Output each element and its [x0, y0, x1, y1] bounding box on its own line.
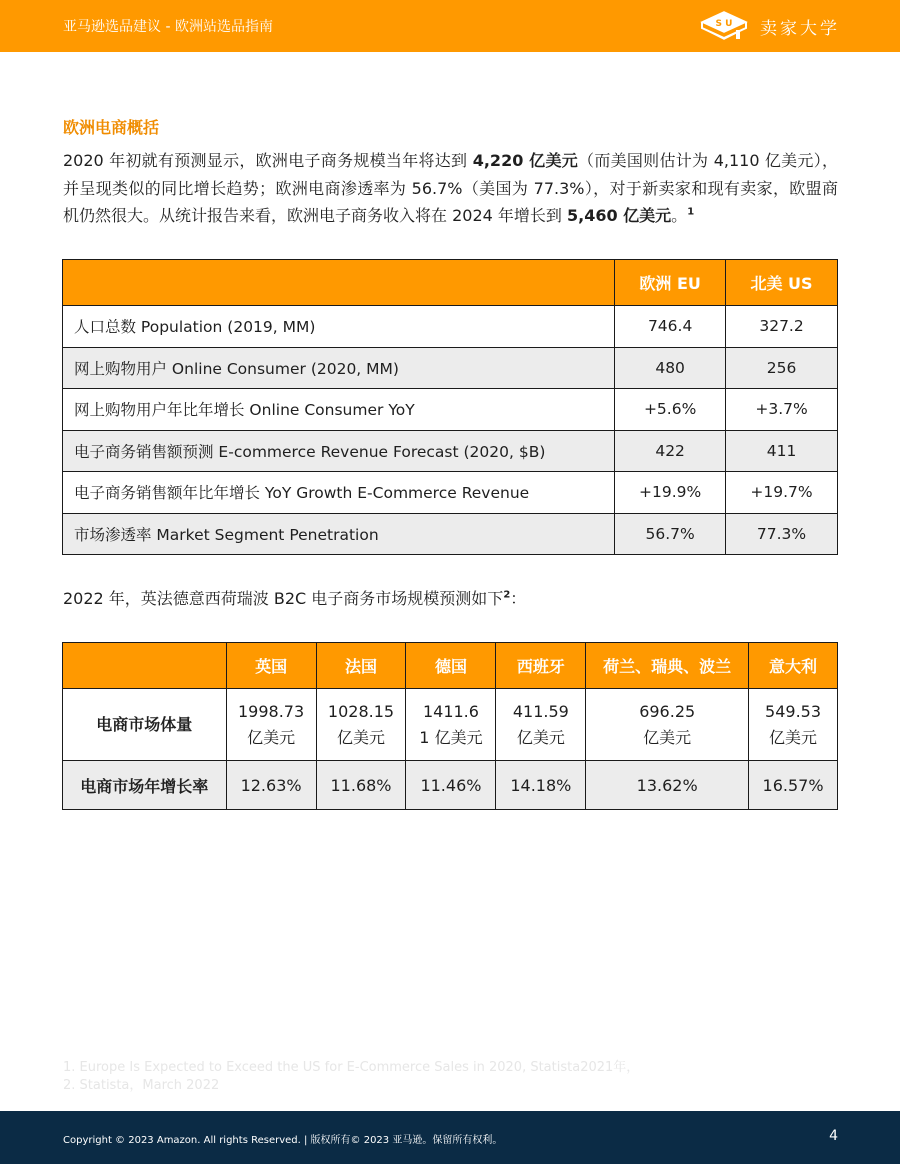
table-row — [63, 347, 838, 389]
header-cell-uk: 英国 — [226, 643, 316, 689]
eu-value: +19.9% — [615, 472, 726, 514]
table-row — [63, 689, 838, 761]
brand-text: 卖家大学 — [760, 18, 840, 39]
market-size-cell — [586, 689, 749, 761]
intro-text-1: 2020 年初就有预测显示，欧洲电子商务规模当年将达到 — [63, 151, 473, 170]
row-label: 市场渗透率 Market Segment Penetration — [63, 513, 615, 555]
header-cell-blank — [63, 260, 615, 306]
footnotes — [63, 1059, 639, 1095]
brand — [698, 8, 840, 44]
eu-value: 746.4 — [615, 306, 726, 348]
us-value: 77.3% — [726, 513, 838, 555]
subsection-title-text: 2022 年，英法德意西荷瑞波 B2C 电子商务市场规模预测如下 — [63, 589, 504, 608]
subsection-footnote-ref: 2 — [503, 589, 511, 601]
market-size-value: 696.25 — [639, 701, 696, 721]
row-label: 电商市场年增长率 — [63, 761, 227, 810]
book-logo-icon — [698, 8, 750, 44]
intro-text-2: （而美国则估计为 4,110 亿美元），并呈现类似的同比增长趋势；欧洲电商渗透率为 56.7%（美国为 77.3%），对于新卖家和现有卖家，欧盟商机仍然很大。从统计报告来看，欧洲电子商务收入将在 2024 年增长到 — [63, 151, 838, 225]
eu-us-comparison-table — [62, 259, 838, 555]
header-cell-nl-se-pl: 荷兰、瑞典、波兰 — [586, 643, 749, 689]
us-value: 411 — [726, 430, 838, 472]
growth-rate-value: 14.18% — [496, 761, 586, 810]
us-value: 256 — [726, 347, 838, 389]
growth-rate-value: 16.57% — [749, 761, 838, 810]
eu-country-market-table — [62, 642, 838, 810]
table-row — [63, 389, 838, 431]
header-cell-france: 法国 — [316, 643, 406, 689]
market-size-value: 411.59 — [512, 701, 569, 721]
header-cell-us: 北美 US — [726, 260, 838, 306]
market-size-unit: 亿美元 — [337, 727, 386, 747]
table-row — [63, 430, 838, 472]
market-size-cell — [226, 689, 316, 761]
row-label: 网上购物用户年比年增长 Online Consumer YoY — [63, 389, 615, 431]
eu-value: 480 — [615, 347, 726, 389]
eu-value: 422 — [615, 430, 726, 472]
page-number: 4 — [829, 1128, 838, 1144]
intro-paragraph — [63, 147, 838, 230]
growth-rate-value: 12.63% — [226, 761, 316, 810]
footnote-2: 2. Statista，March 2022 — [63, 1078, 220, 1093]
header-cell-germany: 德国 — [406, 643, 496, 689]
market-size-value: 1028.15 — [327, 701, 395, 721]
growth-rate-value: 13.62% — [586, 761, 749, 810]
market-size-cell — [749, 689, 838, 761]
svg-text:S U: S U — [715, 19, 733, 29]
table-row — [63, 472, 838, 514]
market-size-value: 549.53 — [765, 701, 822, 721]
growth-rate-value: 11.46% — [406, 761, 496, 810]
market-size-cell — [406, 689, 496, 761]
table-row — [63, 513, 838, 555]
intro-text-3: 。 — [671, 206, 688, 225]
intro-bold-2: 5,460 亿美元 — [566, 206, 672, 225]
row-label: 人口总数 Population (2019, MM) — [63, 306, 615, 348]
page-header — [0, 0, 900, 52]
market-size-value: 1998.73 — [237, 701, 305, 721]
copyright-text: Copyright © 2023 Amazon. All rights Reserved. | 版权所有© 2023 亚马逊。保留所有权利。 — [63, 1135, 503, 1146]
table-header-row — [63, 260, 838, 306]
eu-value: +5.6% — [615, 389, 726, 431]
subsection-title — [63, 586, 526, 609]
row-label: 电子商务销售额年比年增长 YoY Growth E-Commerce Revenue — [63, 472, 615, 514]
intro-footnote-ref: 1 — [687, 206, 695, 218]
subsection-colon: ： — [510, 589, 527, 608]
market-size-cell — [496, 689, 586, 761]
us-value: +3.7% — [726, 389, 838, 431]
market-size-unit: 1 亿美元 — [419, 727, 483, 747]
section-title: 欧洲电商概括 — [63, 118, 160, 137]
table-row — [63, 306, 838, 348]
growth-rate-value: 11.68% — [316, 761, 406, 810]
row-label: 电商市场体量 — [63, 689, 227, 761]
header-cell-blank — [63, 643, 227, 689]
header-cell-spain: 西班牙 — [496, 643, 586, 689]
header-cell-eu: 欧洲 EU — [615, 260, 726, 306]
market-size-unit: 亿美元 — [769, 727, 818, 747]
eu-value: 56.7% — [615, 513, 726, 555]
intro-bold-1: 4,220 亿美元 — [472, 151, 579, 170]
table-row — [63, 761, 838, 810]
us-value: +19.7% — [726, 472, 838, 514]
row-label: 网上购物用户 Online Consumer (2020, MM) — [63, 347, 615, 389]
us-value: 327.2 — [726, 306, 838, 348]
market-size-unit: 亿美元 — [247, 727, 296, 747]
market-size-unit: 亿美元 — [643, 727, 692, 747]
row-label: 电子商务销售额预测 E-commerce Revenue Forecast (2020, $B) — [63, 430, 615, 472]
market-size-cell — [316, 689, 406, 761]
table-header-row — [63, 643, 838, 689]
header-cell-italy: 意大利 — [749, 643, 838, 689]
market-size-value: 1411.6 — [422, 701, 479, 721]
market-size-unit: 亿美元 — [516, 727, 565, 747]
footnote-1: 1. Europe Is Expected to Exceed the US for E-Commerce Sales in 2020, Statista2021年， — [63, 1060, 640, 1075]
page-footer — [0, 1111, 900, 1164]
header-title: 亚马逊选品建议 - 欧洲站选品指南 — [63, 19, 273, 35]
